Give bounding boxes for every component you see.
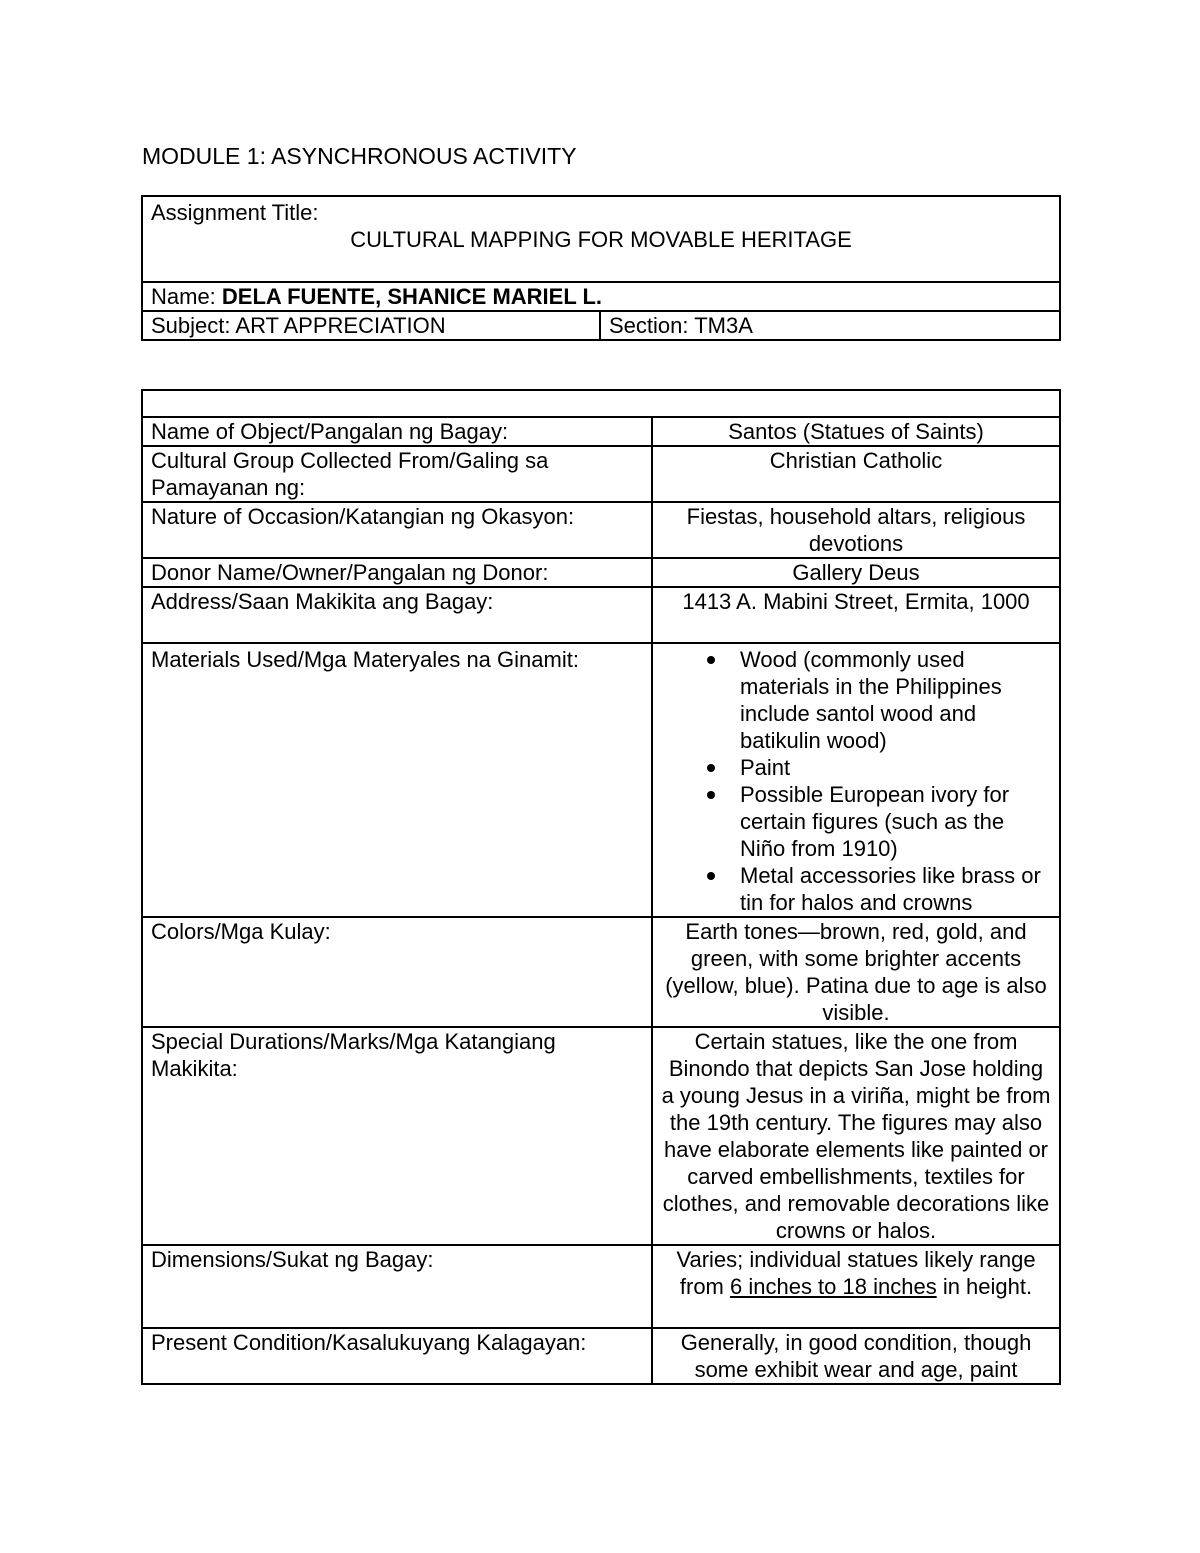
- occasion-value: Fiestas, household altars, religious devotions: [652, 502, 1060, 558]
- address-label: Address/Saan Makikita ang Bagay:: [142, 587, 652, 643]
- materials-list-item: Paint: [661, 754, 1051, 781]
- marks-value: Certain statues, like the one from Binondo that depicts San Jose holding a young Jesus in a viriña, might be from the 19th century. The figures may also have elaborate elements like painted or carved embellishments, textiles for clothes, and removable decorations like crowns or halos.: [652, 1027, 1060, 1245]
- object-row: [142, 417, 1060, 446]
- address-row: [142, 587, 1060, 643]
- subject-cell: Subject: ART APPRECIATION: [142, 311, 600, 340]
- dimensions-row: [142, 1245, 1060, 1328]
- cultural-group-value: Christian Catholic: [652, 446, 1060, 502]
- object-label: Name of Object/Pangalan ng Bagay:: [142, 417, 652, 446]
- dimensions-text-end: in height.: [936, 1274, 1033, 1299]
- colors-row: [142, 917, 1060, 1027]
- dimensions-value: [652, 1245, 1060, 1328]
- materials-row: [142, 643, 1060, 917]
- materials-value: [652, 643, 1060, 917]
- student-name: DELA FUENTE, SHANICE MARIEL L.: [221, 284, 603, 309]
- occasion-row: [142, 502, 1060, 558]
- materials-list: [661, 646, 1051, 916]
- occasion-label: Nature of Occasion/Katangian ng Okasyon:: [142, 502, 652, 558]
- address-value: 1413 A. Mabini Street, Ermita, 1000: [652, 587, 1060, 643]
- assignment-title-label: Assignment Title:: [151, 200, 319, 225]
- cultural-group-row: [142, 446, 1060, 502]
- assignment-info-table: [141, 195, 1061, 341]
- donor-value: Gallery Deus: [652, 558, 1060, 587]
- dimensions-range: 6 inches to 18 inches: [730, 1274, 937, 1299]
- condition-label: Present Condition/Kasalukuyang Kalagayan:: [142, 1328, 652, 1384]
- dimensions-label: Dimensions/Sukat ng Bagay:: [142, 1245, 652, 1328]
- colors-value: Earth tones—brown, red, gold, and green, with some brighter accents (yellow, blue). Patina due to age is also visible.: [652, 917, 1060, 1027]
- dimensions-text: Varies; individual statues likely range from: [676, 1247, 1036, 1299]
- blank-header-cell: [142, 390, 1060, 417]
- donor-label: Donor Name/Owner/Pangalan ng Donor:: [142, 558, 652, 587]
- name-row: [142, 282, 1060, 311]
- marks-row: [142, 1027, 1060, 1245]
- materials-list-item: Metal accessories like brass or tin for halos and crowns: [661, 862, 1051, 916]
- materials-list-item: Wood (commonly used materials in the Philippines include santol wood and batikulin wood): [661, 646, 1051, 754]
- condition-row: [142, 1328, 1060, 1384]
- materials-list-item: Possible European ivory for certain figures (such as the Niño from 1910): [661, 781, 1051, 862]
- subject-section-row: [142, 311, 1060, 340]
- materials-label: Materials Used/Mga Materyales na Ginamit:: [142, 643, 652, 917]
- heritage-detail-table: [141, 389, 1061, 1385]
- assignment-title-row: [142, 196, 1060, 282]
- object-value: Santos (Statues of Saints): [652, 417, 1060, 446]
- marks-label: Special Durations/Marks/Mga Katangiang Makikita:: [142, 1027, 652, 1245]
- name-label: Name:: [151, 284, 222, 309]
- donor-row: [142, 558, 1060, 587]
- assignment-title-cell: [142, 196, 1060, 282]
- section-cell: Section: TM3A: [600, 311, 1060, 340]
- assignment-title: CULTURAL MAPPING FOR MOVABLE HERITAGE: [350, 227, 852, 252]
- blank-header-row: [142, 390, 1060, 417]
- name-cell: [142, 282, 1060, 311]
- page-heading: MODULE 1: ASYNCHRONOUS ACTIVITY: [142, 143, 577, 169]
- condition-value: Generally, in good condition, though some exhibit wear and age, paint: [652, 1328, 1060, 1384]
- colors-label: Colors/Mga Kulay:: [142, 917, 652, 1027]
- cultural-group-label: Cultural Group Collected From/Galing sa Pamayanan ng:: [142, 446, 652, 502]
